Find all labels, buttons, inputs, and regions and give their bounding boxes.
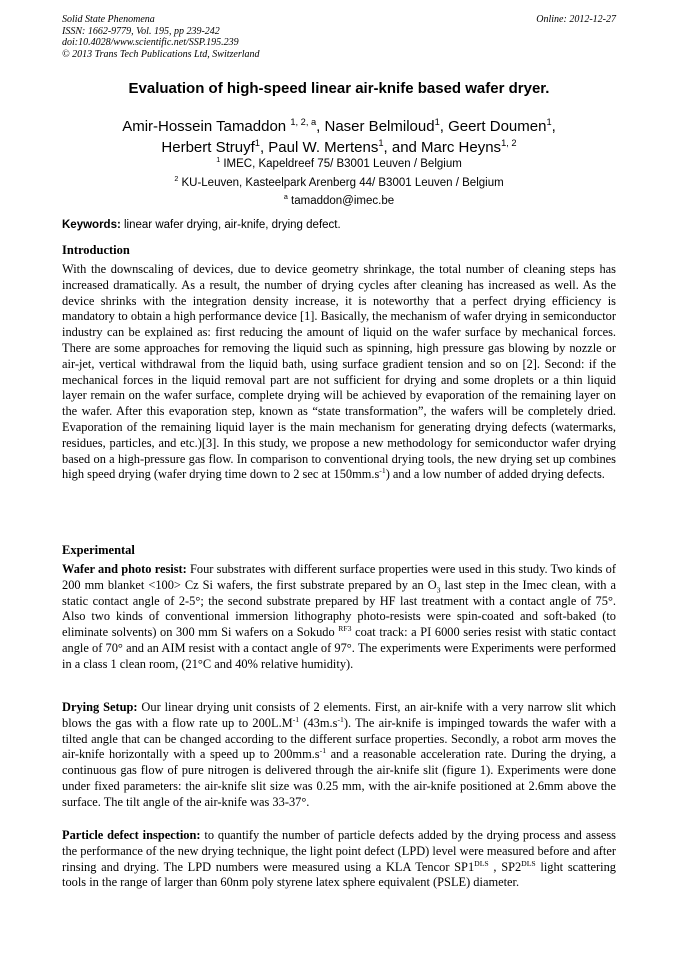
paragraph-text: , SP2 <box>488 859 522 874</box>
affiliation-2 <box>62 177 616 189</box>
issn-line: ISSN: 1662-9779, Vol. 195, pp 239-242 <box>62 25 220 37</box>
email-marker: a <box>283 193 288 202</box>
section-heading-experimental: Experimental <box>62 543 135 557</box>
author-line-1 <box>62 116 616 137</box>
paragraph-text: ) and a low number of added drying defects. <box>385 467 605 482</box>
paragraph-text: Our linear drying unit consists of 2 elements. First, an air-knife with a very narrow slit which blows the gas with a flow rate up to 200L.M <box>62 700 616 730</box>
paragraph-text: ). The air-knife is impinged towards the wafer with a tilted angle that can be changed according to the different surface properties. Secondly, a robot arm moves the air-knife horizontally with a speed up to 200mm.s <box>62 715 616 762</box>
author-name: , Paul W. Mertens <box>259 139 379 156</box>
subscript: 3 <box>436 585 441 595</box>
author-name: , and Marc Heyns <box>383 139 502 156</box>
journal-header <box>62 14 616 60</box>
author-name: , Geert Doumen <box>439 118 547 135</box>
superscript: -1 <box>292 714 300 724</box>
affil-marker: 2 <box>174 175 179 184</box>
superscript: -1 <box>319 746 327 756</box>
paper-title: Evaluation of high-speed linear air-knife based wafer dryer. <box>128 80 550 97</box>
copyright-line: © 2013 Trans Tech Publications Ltd, Switzerland <box>62 48 260 60</box>
author-affil-sup: 1, 2, a <box>290 117 317 127</box>
paragraph-text: coat track: a PI 6000 series resist with static contact angle of 70° and an AIM resist with a contact angle of 97°. The experiments were Experiments were performed in a class 1 clean room, (21°C and 40% relative humidity). <box>62 625 617 671</box>
author-affil-sup: 1 <box>378 138 384 148</box>
author-affil-sup: 1 <box>254 138 260 148</box>
paragraph-lead: Drying Setup: <box>62 700 138 714</box>
affiliation-1 <box>62 158 616 170</box>
author-affil-sup: 1, 2 <box>501 138 517 148</box>
paragraph-wafer-photoresist <box>62 562 616 673</box>
section-heading-introduction: Introduction <box>62 243 130 257</box>
paragraph-text: last step in the Imec clean, with a static contact angle of 2-5°; the second substrate prepared by HF last treatment with a contact angle of 75°. Also two kinds of conventional immersion lithography photo-resists were spin-coated and soft-baked (to eliminate solvents) on 300 mm Si wafers on a Sokudo <box>62 577 616 640</box>
keywords <box>62 219 616 231</box>
email-affiliation <box>62 195 616 207</box>
email-text: tamaddon@imec.be <box>287 195 395 207</box>
author-name: Amir-Hossein Tamaddon <box>122 118 287 135</box>
affil-text: IMEC, Kapeldreef 75/ B3001 Leuven / Belgium <box>220 158 462 170</box>
author-affil-sup: 1 <box>546 117 552 127</box>
paragraph-particle-inspection <box>62 828 616 891</box>
journal-name: Solid State Phenomena <box>62 14 155 25</box>
affil-marker: 1 <box>216 156 221 165</box>
online-date: Online: 2012-12-27 <box>536 14 616 25</box>
author-line-2 <box>62 137 616 158</box>
superscript: RF3 <box>338 624 352 634</box>
paragraph-text: light scattering tools in the range of larger than 60nm poly styrene latex sphere equivalent (PSLE) diameter. <box>62 859 616 890</box>
author-affil-sup: 1 <box>434 117 440 127</box>
paragraph-text: (43m.s <box>299 715 338 730</box>
author-name: Herbert Struyf <box>161 139 255 156</box>
superscript: -1 <box>337 714 344 724</box>
paragraph-drying-setup <box>62 700 616 811</box>
paragraph-introduction <box>62 262 616 483</box>
superscript: DLS <box>474 858 489 868</box>
affil-text: KU-Leuven, Kasteelpark Arenberg 44/ B3001 Leuven / Belgium <box>178 177 504 189</box>
paragraph-lead: Wafer and photo resist: <box>62 562 187 576</box>
paragraph-text: Four substrates with different surface properties were used in this study. Two kinds of 200 mm blanket <100> Cz Si wafers, the first substrate prepared by an O <box>62 562 616 592</box>
superscript: DLS <box>521 858 536 868</box>
paragraph-text: to quantify the number of particle defects added by the drying process and assess the performance of the new drying technique, the light point defect (LPD) level were measured before and after rinsing and drying. The LPD numbers were measured using a KLA Tencor SP1 <box>62 828 616 874</box>
superscript: -1 <box>379 466 386 476</box>
author-name: , Naser Belmiloud <box>316 118 435 135</box>
keywords-label: Keywords: <box>62 219 121 231</box>
paragraph-lead: Particle defect inspection: <box>62 828 201 842</box>
doi-line: doi:10.4028/www.scientific.net/SSP.195.239 <box>62 37 239 49</box>
keywords-text: linear wafer drying, air-knife, drying defect. <box>120 219 341 231</box>
paragraph-text: and a reasonable acceleration rate. During the drying, a continuous gas flow of pure nitrogen is delivered through the air-knife slit (figure 1). Experiments were done under fixed parameters: the air-knife slit size was 0.25 mm, with the air-knife positioned at 2.6mm above the surface. The tilt angle of the air-knife was 33-37°. <box>62 747 616 809</box>
paragraph-text: With the downscaling of devices, due to device geometry shrinkage, the total number of cleaning steps has increased dramatically. As a result, the number of drying cycles after cleaning has increased as well. As the device shrinks with the integration density increase, it is noteworthy that a perfect drying efficiency is mandatory to obtain a high performance device [1]. Basically, the mechanism of wafer drying in semiconductor industry can be explained as: first reducing the amount of liquid on the wafer surface by mechanical forces. There are some approaches for removing the liquid such as spinning, high pressure gas blowing by nozzle or air-jet, vertical withdrawal from the liquid bath, using surface gradient tension and so on [2]. Second: if the mechanical forces in the liquid removal part are not sufficient for drying and some droplets or a thin liquid layer remain on the wafer surface, complete drying will be achieved by evaporation of the remaining layer on the wafer. After this evaporation step, known as “state transformation”, the wafers will be completely dried. Evaporation of the remaining liquid layer is the main mechanism for generating drying defects (watermarks, residues, particles, and etc.)[3]. In this study, we propose a new methodology for semiconductor wafer drying based on a high-pressure gas flow. In comparison to conventional drying tools, the new drying set up combines high speed drying (wafer drying time down to 2 sec at 150mm.s <box>62 262 616 482</box>
author-separator: , <box>551 118 556 135</box>
author-list <box>62 116 616 158</box>
